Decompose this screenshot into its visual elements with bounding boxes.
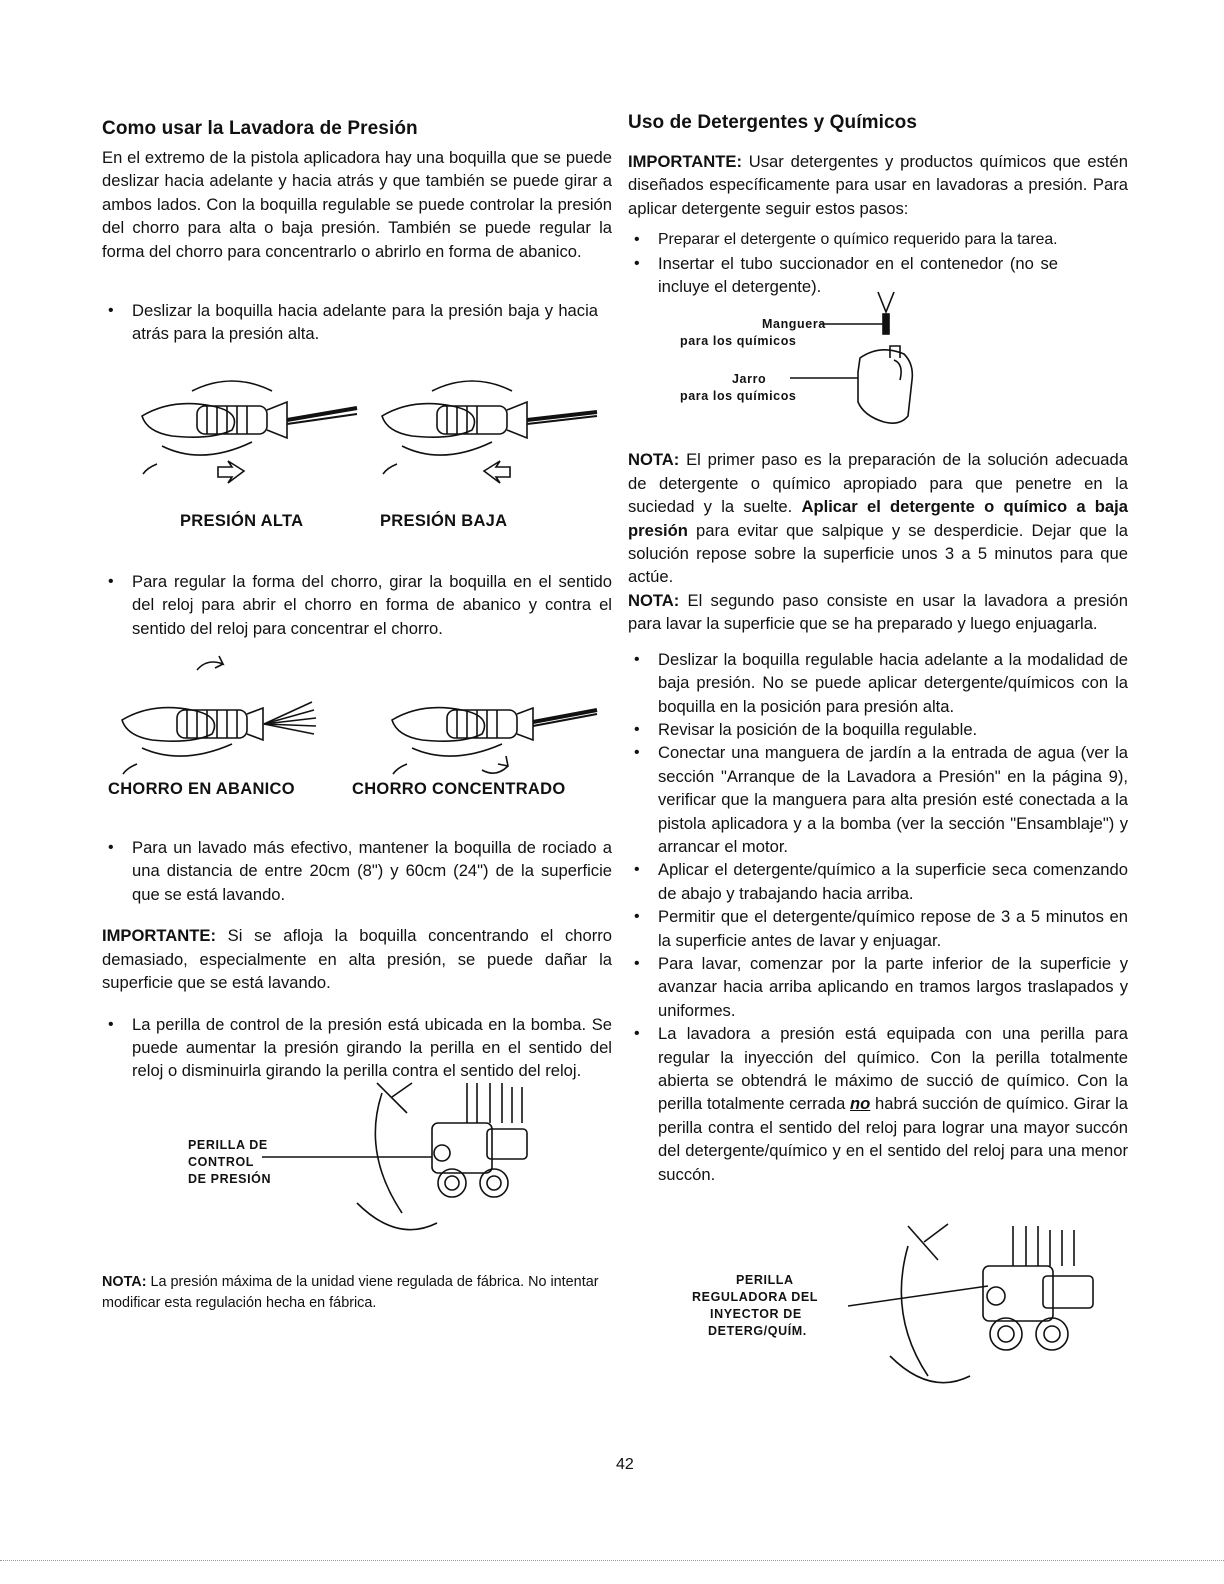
bullet-list-2: [102, 570, 612, 640]
bullet-step-6: • Para lavar, comenzar por la parte inferior de la superficie y avanzar hacia arriba aplicando en tramos largos traslapados y uniformes.: [628, 952, 1128, 1022]
nozzle-pressure-figure: [102, 346, 612, 536]
bullet-slide-nozzle: • Deslizar la boquilla hacia adelante para la presión baja y hacia atrás para la presión alta.: [102, 299, 612, 346]
nozzle-spray-figure: [102, 640, 612, 800]
label-jarro: Jarro: [732, 372, 767, 387]
bullet-list-1: [102, 299, 612, 346]
bullet-step-5: • Permitir que el detergente/químico repose de 3 a 5 minutos en la superficie antes de lavar y enjuagar.: [628, 905, 1128, 952]
caption-presion-baja: PRESIÓN BAJA: [380, 511, 508, 530]
chemical-container-illustration: [628, 298, 1128, 448]
bullet-list-steps: [628, 648, 1128, 1186]
injector-knob-figure: [628, 1186, 1128, 1366]
bullet-spray-shape: • Para regular la forma del chorro, girar la boquilla en el sentido del reloj para abrir el chorro en forma de abanico y contra el sentido del reloj para concentrar el chorro.: [102, 570, 612, 640]
caption-presion-alta: PRESIÓN ALTA: [180, 511, 304, 530]
label-deterg-quim: DETERG/QUÍM.: [708, 1324, 807, 1339]
label-perilla-de: PERILLA DE: [188, 1137, 268, 1152]
label-manguera-quimicos: para los químicos: [680, 334, 797, 349]
nota-left-text: La presión máxima de la unidad viene regulada de fábrica. No intentar modificar esta regulación hecha en fábrica.: [102, 1273, 599, 1311]
label-perilla: PERILLA: [736, 1273, 794, 1288]
nota-first-text-a: El primer paso es la preparación de la solución adecuada de detergente o químico apropiado para que penetre en la suciedad y la suelte.: [628, 450, 1128, 517]
caption-chorro-abanico: CHORRO EN ABANICO: [108, 780, 295, 799]
bullet-step-3: • Conectar una manguera de jardín a la entrada de agua (ver la sección "Arranque de la Lavadora a Presión" en la página 9), verificar que la manguera para alta presión esté conectada a la pistola aplicadora y a la bomba (ver la sección "Ensamblaje") y arrancar el motor.: [628, 741, 1128, 858]
label-control: CONTROL: [188, 1154, 254, 1169]
bullet-step-2: • Revisar la posición de la boquilla regulable.: [628, 718, 1128, 741]
nota-left-label: NOTA:: [102, 1273, 147, 1290]
intro-paragraph: En el extremo de la pistola aplicadora hay una boquilla que se puede deslizar hacia adelante y hacia atrás y que también se puede girar a ambos lados. Con la boquilla regulable se puede controlar la presión del chorro para alta o baja presión. También se puede regular la forma del chorro para concentrarlo o abrirlo en forma de abanico.: [102, 148, 612, 261]
bullet-insert-tube: • Insertar el tubo succionador en el contenedor (no se incluye el detergente).: [628, 252, 1128, 299]
label-manguera: Manguera: [762, 317, 826, 332]
bullet-step-4: • Aplicar el detergente/químico a la superficie seca comenzando de abajo y trabajando hacia arriba.: [628, 858, 1128, 905]
bullet-list-4: [102, 1013, 612, 1083]
importante-left: [102, 924, 612, 994]
pressure-knob-figure: [102, 1083, 612, 1258]
importante-left-text: Si se afloja la boquilla concentrando el chorro demasiado, especialmente en alta presión, se puede dañar la superficie que se está lavando.: [102, 926, 612, 993]
bullet-distance: • Para un lavado más efectivo, mantener la boquilla de rociado a una distancia de entre 20cm (8") y 60cm (24") de la superficie que se está lavando.: [102, 836, 612, 906]
nozzle-spray-illustration: [102, 640, 612, 780]
label-de-presion: DE PRESIÓN: [188, 1171, 272, 1186]
right-column: [628, 112, 1128, 1366]
nozzle-pressure-illustration: [102, 346, 612, 506]
label-reguladora-del: REGULADORA DEL: [692, 1290, 818, 1305]
bullet-step-7-no: no: [850, 1094, 871, 1114]
label-jarro-quimicos: para los químicos: [680, 389, 797, 404]
nota-first-step: [628, 448, 1128, 588]
nota-first-text-b: para evitar que salpique y se desperdicie. Dejar que la solución repose sobre la superficie unos 3 a 5 minutos para que actúe.: [628, 520, 1128, 587]
nota-second-step: [628, 589, 1128, 636]
bullet-step-1: • Deslizar la boquilla regulable hacia adelante a la modalidad de baja presión. No se puede aplicar detergente/químicos con la boquilla en la posición para presión alta.: [628, 648, 1128, 718]
bullet-pressure-knob: • La perilla de control de la presión está ubicada en la bomba. Se puede aumentar la presión girando la perilla en el sentido del reloj o disminuirla girando la perilla contra el sentido del reloj.: [102, 1013, 612, 1083]
section-title-usage: Como usar la Lavadora de Presión: [102, 118, 418, 139]
importante-right-label: IMPORTANTE:: [628, 152, 742, 171]
importante-right: [628, 150, 1128, 220]
nota-second-label: NOTA:: [628, 590, 680, 610]
section-title-detergents: Uso de Detergentes y Químicos: [628, 112, 918, 133]
nota-first-bold: Aplicar el detergente o químico a baja presión: [628, 497, 1128, 540]
bottom-dotted-rule: [0, 1560, 1224, 1561]
injector-pump-illustration: [628, 1186, 1128, 1386]
bullet-step-7-text-b: habrá succión de químico. Girar la perilla contra el sentido del reloj para lograr una mayor succón del detergente/químico y en el sentido del reloj para una menor succón.: [658, 1094, 1128, 1184]
nota-left: [102, 1272, 612, 1314]
nota-first-label: NOTA:: [628, 450, 680, 470]
caption-chorro-concentrado: CHORRO CONCENTRADO: [352, 780, 566, 799]
bullet-step-7-text-a: La lavadora a presión está equipada con una perilla para regular la inyección del químico. Con la perilla totalmente abierta se obtendrá le máximo de succió de químico. Con la perilla totalmente cerrada: [658, 1024, 1128, 1114]
chemical-container-figure: [628, 298, 1128, 448]
label-inyector-de: INYECTOR DE: [710, 1307, 802, 1322]
bullet-prepare: • Preparar el detergente o químico requerido para la tarea.: [628, 228, 1128, 251]
bullet-list-prep: [628, 228, 1128, 298]
bullet-list-3: [102, 836, 612, 906]
importante-left-label: IMPORTANTE:: [102, 926, 216, 946]
nota-second-text: El segundo paso consiste en usar la lavadora a presión para lavar la superficie que se ha preparado y luego enjuagarla.: [628, 590, 1128, 634]
page-number: 42: [616, 1456, 634, 1473]
left-column: [102, 118, 612, 1314]
bullet-step-7: [628, 1022, 1128, 1186]
importante-right-text: Usar detergentes y productos químicos que estén diseñados específicamente para usar en lavadoras a presión. Para aplicar detergente seguir estos pasos:: [628, 152, 1128, 218]
pressure-pump-illustration: [102, 1083, 612, 1258]
